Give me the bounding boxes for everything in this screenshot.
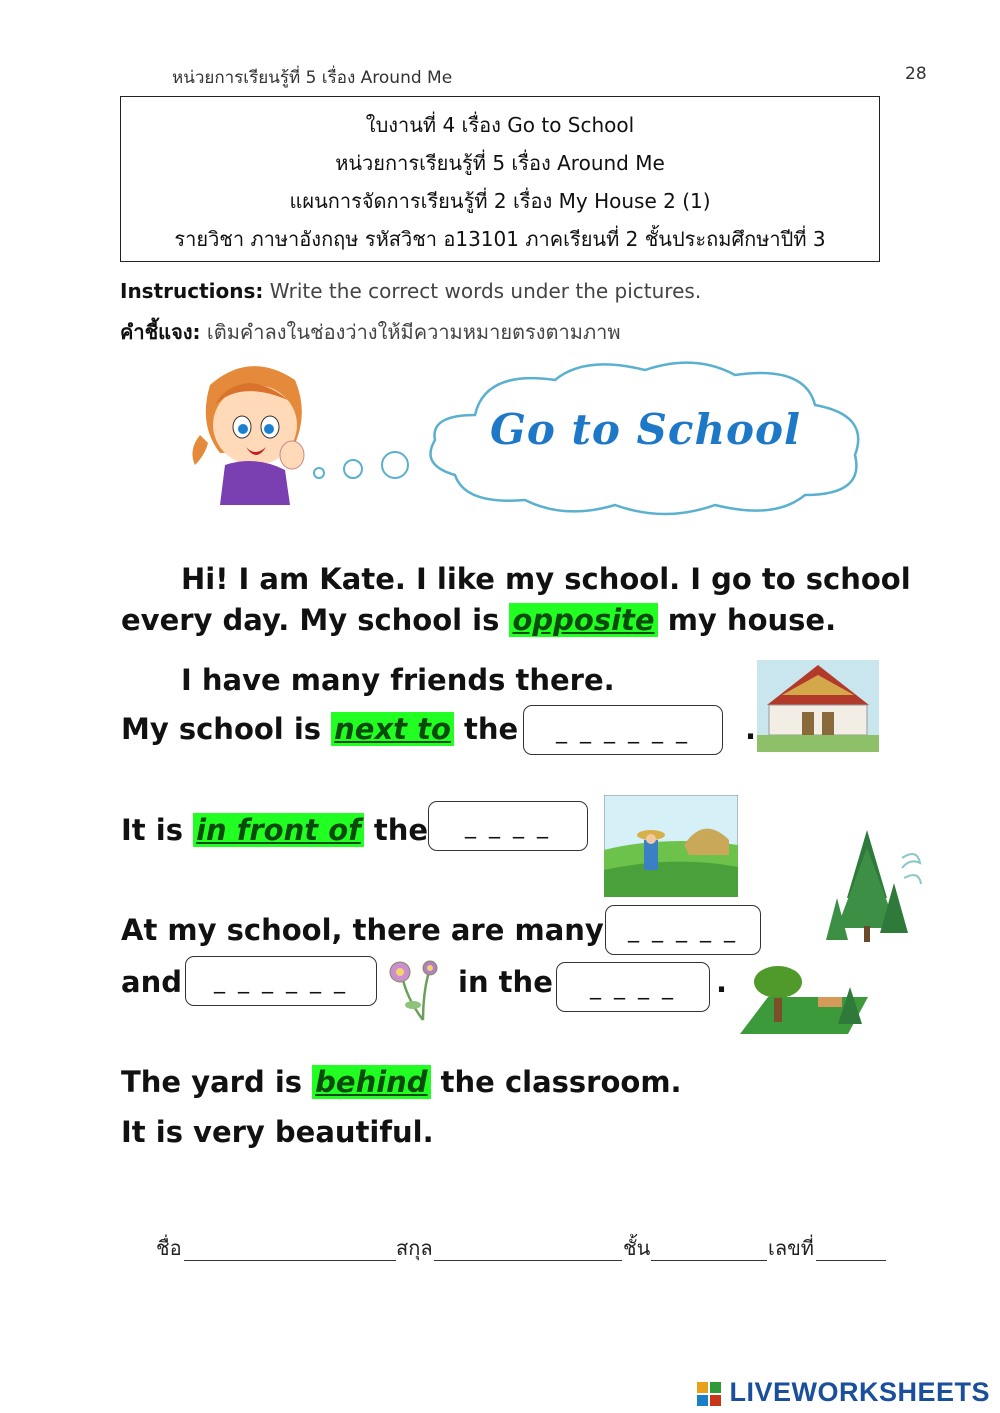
trees-picture bbox=[822, 828, 922, 950]
footer-class-line[interactable] bbox=[651, 1234, 767, 1261]
passage-line-1: Hi! I am Kate. I like my school. I go to school bbox=[181, 562, 911, 596]
passage-line-4-start: My school is bbox=[121, 712, 322, 746]
passage-line-4 bbox=[121, 712, 518, 746]
instructions-en-text: Write the correct words under the pictures. bbox=[263, 279, 702, 303]
footer-number-label: เลขที่ bbox=[768, 1236, 814, 1260]
passage-line-7-and: and bbox=[121, 965, 182, 999]
instructions-en bbox=[120, 279, 701, 303]
instructions-th bbox=[120, 316, 621, 348]
period-1: . bbox=[745, 712, 757, 746]
title-line-3: แผนการจัดการเรียนรู้ที่ 2 เรื่อง My House 2 (1) bbox=[289, 189, 711, 213]
girl-illustration bbox=[180, 355, 320, 515]
title-line-4: รายวิชา ภาษาอังกฤษ รหัสวิชา อ13101 ภาคเรียนที่ 2 ชั้นประถมศึกษาปีที่ 3 bbox=[174, 227, 826, 251]
header-unit-text: หน่วยการเรียนรู้ที่ 5 เรื่อง Around Me bbox=[172, 68, 453, 88]
footer-number-line[interactable] bbox=[816, 1234, 886, 1261]
passage-line-2 bbox=[121, 603, 836, 637]
flowers-picture bbox=[378, 950, 446, 1022]
thought-bubbles bbox=[305, 445, 425, 495]
passage-line-8-start: The yard is bbox=[121, 1065, 303, 1099]
passage-line-7-in-the: in the bbox=[458, 965, 553, 999]
highlight-next-to: next to bbox=[331, 712, 454, 746]
highlight-behind: behind bbox=[312, 1065, 430, 1099]
instructions-th-text: เติมคำลงในช่องว่างให้มีความหมายตรงตามภาพ bbox=[200, 320, 621, 344]
passage-line-2-start: every day. My school is bbox=[121, 603, 500, 637]
passage-line-6: At my school, there are many bbox=[121, 913, 604, 947]
passage-line-2-end: my house. bbox=[667, 603, 837, 637]
period-2: . bbox=[716, 965, 728, 999]
cloud-title: Go to School bbox=[490, 405, 801, 454]
passage-line-3: I have many friends there. bbox=[181, 663, 615, 697]
answer-box-farm[interactable]: _ _ _ _ bbox=[428, 801, 588, 851]
footer-surname-line[interactable] bbox=[434, 1234, 622, 1261]
answer-box-trees[interactable]: _ _ _ _ _ bbox=[605, 905, 761, 955]
answer-box-temple[interactable]: _ _ _ _ _ _ bbox=[523, 705, 723, 755]
passage-line-9: It is very beautiful. bbox=[121, 1115, 434, 1149]
liveworksheets-logo-icon bbox=[697, 1382, 721, 1406]
yard-picture bbox=[740, 962, 868, 1036]
answer-box-yard[interactable]: _ _ _ _ bbox=[556, 962, 710, 1012]
title-line-1: ใบงานที่ 4 เรื่อง Go to School bbox=[365, 113, 635, 137]
footer-name-label: ชื่อ bbox=[156, 1236, 182, 1260]
liveworksheets-logo-text: LIVEWORKSHEETS bbox=[729, 1377, 990, 1407]
passage-line-8-end: the classroom. bbox=[440, 1065, 682, 1099]
instructions-en-label: Instructions: bbox=[120, 279, 264, 303]
footer-name-line[interactable] bbox=[184, 1234, 396, 1261]
title-box bbox=[120, 96, 880, 262]
instructions-th-label: คำชี้แจง: bbox=[120, 320, 201, 344]
title-line-2: หน่วยการเรียนรู้ที่ 5 เรื่อง Around Me bbox=[335, 151, 665, 175]
passage-line-5-start: It is bbox=[121, 813, 183, 847]
highlight-opposite: opposite bbox=[509, 603, 657, 637]
answer-box-flowers[interactable]: _ _ _ _ _ _ bbox=[185, 956, 377, 1006]
passage-line-5-the: the bbox=[373, 813, 429, 847]
passage-line-8 bbox=[121, 1065, 682, 1099]
footer-surname-label: สกุล bbox=[396, 1236, 433, 1260]
passage-line-4-the: the bbox=[464, 712, 519, 746]
passage-line-5 bbox=[121, 813, 428, 847]
temple-picture bbox=[757, 660, 879, 752]
farm-picture bbox=[604, 795, 738, 897]
footer-class-label: ชั้น bbox=[623, 1236, 651, 1260]
highlight-in-front-of: in front of bbox=[193, 813, 364, 847]
page-number: 28 bbox=[905, 64, 927, 84]
